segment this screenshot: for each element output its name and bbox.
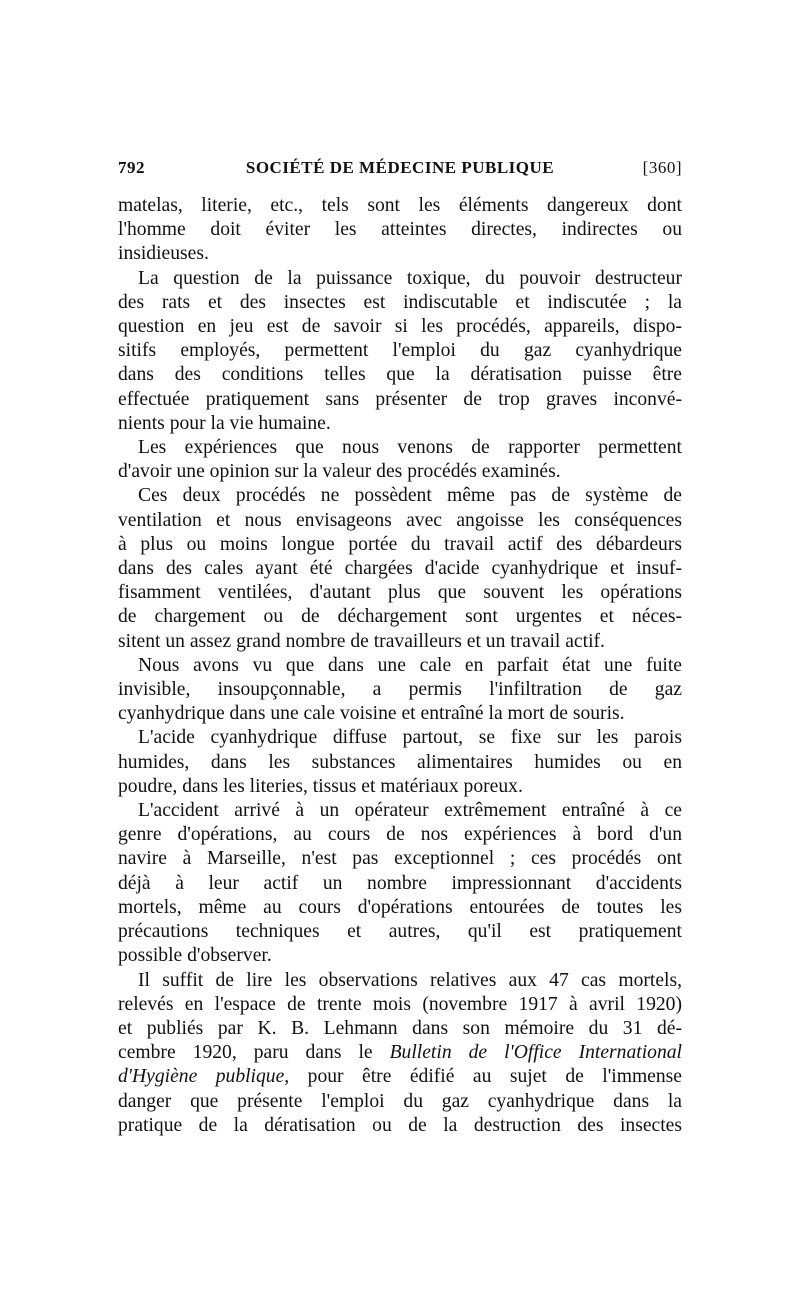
text-line: pratique de la dératisation ou de la destruction des insectes [118,1114,682,1136]
running-title: SOCIÉTÉ DE MÉDECINE PUBLIQUE [245,158,555,177]
text-line [118,1041,682,1065]
text-line: relevés en l'espace de trente mois (novembre 1917 à avril 1920) [118,993,682,1015]
text-line: d'avoir une opinion sur la valeur des procédés examinés. [118,461,561,483]
text-line: dans des cales ayant été chargées d'acide cyanhydrique et insuf- [118,558,682,580]
text-line: ventilation et nous envisageons avec angoisse les conséquences [118,509,682,531]
paragraph-4 [118,484,682,653]
page-number: 792 [118,158,145,177]
page-header [118,158,682,184]
paragraph-3 [118,436,682,484]
paragraph-6 [118,726,682,799]
body-text [118,194,682,1138]
paragraph-2 [118,267,682,436]
paragraph-8 [118,969,682,1138]
text-line: invisible, insoupçonnable, a permis l'infiltration de gaz [118,679,682,701]
text-line: effectuée pratiquement sans présenter de trop graves inconvé- [118,388,682,410]
paragraph-7 [118,799,682,968]
text-line: navire à Marseille, n'est pas exceptionnel ; ces procédés ont [118,848,682,870]
paragraph-5 [118,654,682,727]
text-line: L'accident arrivé à un opérateur extrêmement entraîné à ce [138,800,682,822]
text-line: Il suffit de lire les observations relatives aux 47 cas mortels, [138,969,682,991]
text-line: des rats et des insectes est indiscutable et indiscutée ; la [118,291,682,313]
text-line: genre d'opérations, au cours de nos expériences à bord d'un [118,824,682,846]
text-line: fisamment ventilées, d'autant plus que souvent les opérations [118,582,682,604]
text-line: dans des conditions telles que la dératisation puisse être [118,364,682,386]
section-number: [360] [642,158,682,177]
text-line: matelas, literie, etc., tels sont les éléments dangereux dont [118,195,682,216]
paragraph-1 [118,194,682,267]
text-line: possible d'observer. [118,945,272,967]
text-line: précautions techniques et autres, qu'il est pratiquement [118,921,682,943]
journal-title-part-2: d'Hygiène publique [118,1066,285,1088]
text-line: de chargement ou de déchargement sont urgentes et néces- [118,606,682,628]
text-line: insidieuses. [118,243,209,265]
text-line: sitent un assez grand nombre de travailleurs et un travail actif. [118,630,605,652]
text-line: L'acide cyanhydrique diffuse partout, se fixe sur les parois [138,727,682,749]
text-line: nients pour la vie humaine. [118,412,331,434]
text-line: La question de la puissance toxique, du pouvoir destructeur [138,267,682,289]
text-line [118,1065,682,1089]
text-line: sitifs employés, permettent l'emploi du gaz cyanhydrique [118,340,682,362]
journal-title-part-1: Bulletin de l'Office International [389,1042,682,1064]
text-line: l'homme doit éviter les atteintes directes, indirectes ou [118,219,682,241]
text-line: question en jeu est de savoir si les procédés, appareils, dispo- [118,316,682,338]
text-fragment: , pour être édifié au sujet de l'immense [284,1066,682,1088]
text-line: cyanhydrique dans une cale voisine et entraîné la mort de souris. [118,703,625,725]
text-line: Ces deux procédés ne possèdent même pas de système de [138,485,682,507]
text-line: poudre, dans les literies, tissus et matériaux poreux. [118,775,523,797]
text-line: Les expériences que nous venons de rapporter permettent [138,437,682,459]
text-line: déjà à leur actif un nombre impressionnant d'accidents [118,872,682,894]
text-line: humides, dans les substances alimentaires humides ou en [118,751,682,773]
text-line: mortels, même au cours d'opérations entourées de toutes les [118,896,682,918]
text-fragment: cembre 1920, paru dans le [118,1042,390,1064]
text-line: à plus ou moins longue portée du travail actif des débardeurs [118,533,682,555]
text-line: danger que présente l'emploi du gaz cyanhydrique dans la [118,1090,682,1112]
text-line: et publiés par K. B. Lehmann dans son mémoire du 31 dé- [118,1017,682,1039]
text-line: Nous avons vu que dans une cale en parfait état une fuite [138,654,682,676]
